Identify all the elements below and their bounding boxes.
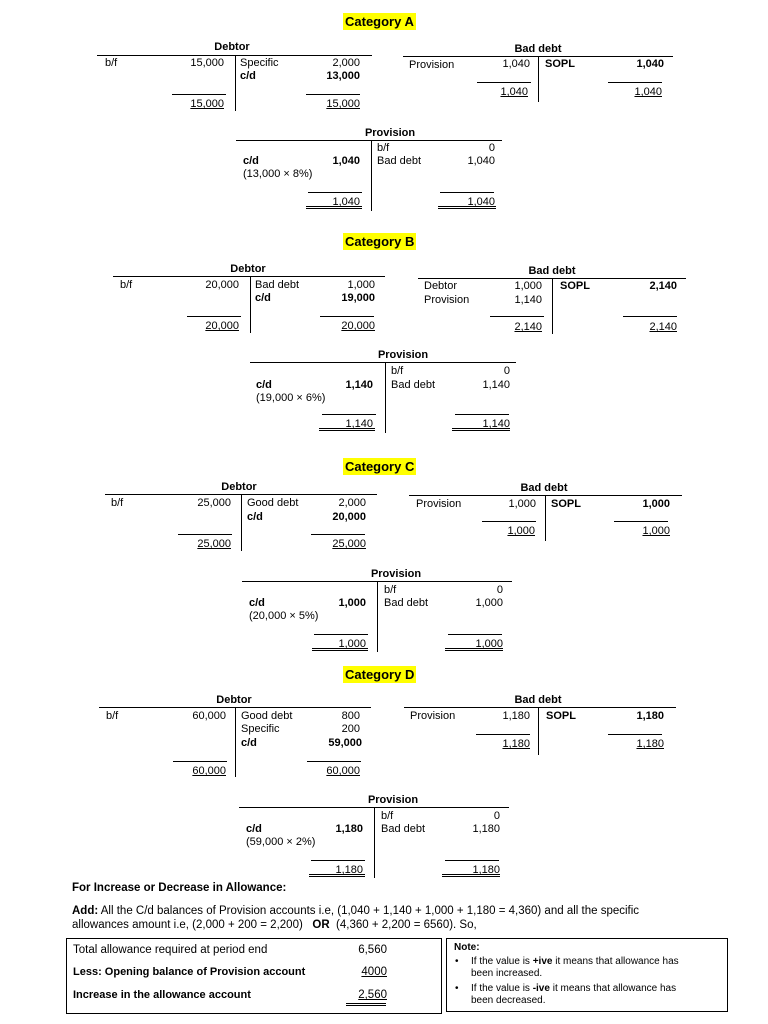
baddebt-sopl-label: SOPL <box>545 58 575 70</box>
baddebt-sopl-label: SOPL <box>560 280 590 292</box>
category-c-title: Category C <box>345 459 415 474</box>
debtor-credit-amount-2: 200 <box>341 723 360 735</box>
t-account-divider <box>235 707 236 777</box>
double-rule <box>319 428 375 431</box>
note-text: it means that allowance has <box>552 956 679 967</box>
total-rule <box>477 82 531 83</box>
provision-bf-amount: 0 <box>496 584 503 596</box>
total-rule <box>311 534 365 535</box>
note-text: been increased. <box>471 968 543 979</box>
note-item-1 <box>471 956 679 980</box>
total-rule <box>178 534 232 535</box>
total-rule <box>455 414 509 415</box>
total-rule <box>482 521 536 522</box>
debtor-total-left: 15,000 <box>190 98 224 110</box>
provision-calculation: (59,000 × 2%) <box>246 836 316 848</box>
t-account-divider <box>250 276 251 333</box>
debtor-cd-label: c/d <box>255 292 271 304</box>
t-account-divider <box>377 581 378 652</box>
allowance-calculation-box <box>66 938 442 1014</box>
debtor-bf-label: b/f <box>106 710 119 722</box>
baddebt-debit-label: Provision <box>409 59 455 71</box>
debtor-credit-amount: 2,000 <box>332 57 360 69</box>
note-text: If the value is <box>471 956 533 967</box>
provision-cd-label: c/d <box>243 155 259 167</box>
debtor-total-left: 60,000 <box>192 765 226 777</box>
baddebt-title: Bad debt <box>528 265 576 277</box>
debtor-credit-label-2: Specific <box>241 723 280 735</box>
provision-total-left: 1,140 <box>345 418 373 430</box>
debtor-credit-label: Bad debt <box>255 279 300 291</box>
provision-bf-amount: 0 <box>488 142 495 154</box>
baddebt-debit-amount: 1,000 <box>514 280 542 292</box>
double-rule <box>442 874 500 877</box>
provision-bf-label: b/f <box>381 810 394 822</box>
provision-baddebt-amount: 1,140 <box>482 379 510 391</box>
baddebt-sopl-amount: 2,140 <box>649 280 677 292</box>
debtor-bf-amount: 20,000 <box>205 279 239 291</box>
provision-cd-amount: 1,180 <box>335 823 363 835</box>
t-account-divider <box>552 278 553 334</box>
category-b-title: Category B <box>345 234 415 249</box>
provision-cd-label: c/d <box>249 597 265 609</box>
double-rule <box>306 206 362 209</box>
note-text: been decreased. <box>471 995 546 1006</box>
total-rule <box>187 316 241 317</box>
t-account-divider <box>241 494 242 551</box>
t-account-divider <box>545 495 546 541</box>
provision-baddebt-label: Bad debt <box>377 155 422 167</box>
debtor-cd-label: c/d <box>240 70 256 82</box>
category-a-title: Category A <box>345 14 414 29</box>
add-text-1: All the C/d balances of Provision accounts i.e, (1,040 + 1,140 + 1,000 + 1,180 = 4,360) and all the specific <box>100 905 640 917</box>
t-account-divider <box>235 55 236 111</box>
debtor-total-right: 25,000 <box>332 538 366 550</box>
note-box <box>446 938 728 1012</box>
debtor-total-left: 25,000 <box>197 538 231 550</box>
total-rule <box>608 734 662 735</box>
debtor-cd-amount: 13,000 <box>326 70 360 82</box>
baddebt-title: Bad debt <box>514 694 562 706</box>
t-account-divider <box>385 362 386 433</box>
total-rule <box>306 94 360 95</box>
provision-cd-label: c/d <box>246 823 262 835</box>
provision-total-right: 1,180 <box>472 864 500 876</box>
t-account-top-line <box>250 362 516 363</box>
t-account-top-line <box>113 276 385 277</box>
baddebt-sopl-label: SOPL <box>546 710 576 722</box>
t-account-divider <box>371 140 372 211</box>
baddebt-sopl-label: SOPL <box>551 498 581 510</box>
baddebt-debit-label: Provision <box>416 498 462 510</box>
debtor-title: Debtor <box>221 481 257 493</box>
total-rule <box>322 414 376 415</box>
baddebt-sopl-amount: 1,040 <box>636 58 664 70</box>
provision-bf-label: b/f <box>377 142 390 154</box>
debtor-bf-amount: 60,000 <box>192 710 226 722</box>
provision-calculation: (20,000 × 5%) <box>249 610 319 622</box>
total-rule <box>448 634 502 635</box>
baddebt-sopl-amount: 1,000 <box>642 498 670 510</box>
note-emphasis: +ive <box>532 956 553 967</box>
provision-cd-amount: 1,040 <box>332 155 360 167</box>
provision-cd-label: c/d <box>256 379 272 391</box>
provision-total-left: 1,180 <box>335 864 363 876</box>
t-account-top-line <box>404 707 676 708</box>
debtor-total-left: 20,000 <box>205 320 239 332</box>
baddebt-total-right: 2,140 <box>649 321 677 333</box>
debtor-title: Debtor <box>230 263 266 275</box>
add-text-2b: (4,360 + 2,200 = 6560). So, <box>336 919 477 931</box>
provision-bf-amount: 0 <box>493 810 500 822</box>
double-rule <box>346 1003 386 1006</box>
provision-bf-label: b/f <box>384 584 397 596</box>
debtor-cd-label: c/d <box>247 511 263 523</box>
provision-calculation: (13,000 × 8%) <box>243 168 313 180</box>
double-rule <box>452 428 510 431</box>
baddebt-debit-amount: 1,000 <box>508 498 536 510</box>
baddebt-debit-amount: 1,040 <box>502 58 530 70</box>
total-rule <box>172 94 226 95</box>
note-emphasis: -ive <box>532 983 550 994</box>
double-rule <box>445 648 503 651</box>
provision-title: Provision <box>364 127 416 139</box>
provision-baddebt-label: Bad debt <box>384 597 429 609</box>
baddebt-title: Bad debt <box>520 482 568 494</box>
bullet-icon: • <box>455 983 459 994</box>
increase-amount: 2,560 <box>358 989 387 1001</box>
baddebt-total-right: 1,180 <box>636 738 664 750</box>
debtor-credit-label: Good debt <box>247 497 299 509</box>
provision-bf-label: b/f <box>391 365 404 377</box>
baddebt-title: Bad debt <box>514 43 562 55</box>
total-rule <box>173 761 227 762</box>
total-rule <box>614 521 668 522</box>
debtor-total-right: 20,000 <box>341 320 375 332</box>
baddebt-debit-amount-2: 1,140 <box>514 294 542 306</box>
total-rule <box>308 192 362 193</box>
total-rule <box>608 82 662 83</box>
provision-baddebt-amount: 1,040 <box>467 155 495 167</box>
baddebt-total-left: 1,000 <box>507 525 535 537</box>
debtor-total-right: 60,000 <box>326 765 360 777</box>
provision-cd-amount: 1,140 <box>345 379 373 391</box>
bullet-icon: • <box>455 956 459 967</box>
debtor-credit-label: Specific <box>240 57 279 69</box>
debtor-bf-amount: 25,000 <box>197 497 231 509</box>
debtor-title: Debtor <box>214 41 250 53</box>
total-rule <box>320 316 374 317</box>
total-rule <box>311 860 365 861</box>
t-account-divider <box>538 707 539 755</box>
less-opening-label: Less: Opening balance of Provision account <box>73 966 306 978</box>
baddebt-total-left: 1,040 <box>500 86 528 98</box>
t-account-divider <box>374 807 375 878</box>
baddebt-total-right: 1,000 <box>642 525 670 537</box>
baddebt-debit-label: Debtor <box>424 280 458 292</box>
provision-title: Provision <box>377 349 429 361</box>
add-text-2a: allowances amount i.e, (2,000 + 200 = 2,200) <box>72 919 303 931</box>
debtor-credit-amount: 1,000 <box>347 279 375 291</box>
debtor-cd-label: c/d <box>241 737 257 749</box>
total-rule <box>307 761 361 762</box>
baddebt-total-left: 1,180 <box>502 738 530 750</box>
debtor-credit-amount: 2,000 <box>338 497 366 509</box>
provision-title: Provision <box>367 794 419 806</box>
t-account-top-line <box>236 140 502 141</box>
debtor-credit-label: Good debt <box>241 710 293 722</box>
t-account-divider <box>538 56 539 102</box>
less-opening-amount: 4000 <box>361 966 387 978</box>
debtor-credit-amount: 800 <box>341 710 360 722</box>
increase-label: Increase in the allowance account <box>73 989 251 1001</box>
provision-calculation: (19,000 × 6%) <box>256 392 326 404</box>
debtor-cd-amount: 59,000 <box>328 737 362 749</box>
provision-baddebt-label: Bad debt <box>391 379 436 391</box>
provision-baddebt-amount: 1,180 <box>472 823 500 835</box>
note-item-2 <box>471 983 676 1007</box>
add-or: OR <box>312 919 330 931</box>
note-text: it means that allowance has <box>549 983 677 994</box>
baddebt-total-right: 1,040 <box>634 86 662 98</box>
debtor-cd-amount: 19,000 <box>341 292 375 304</box>
double-rule <box>309 874 365 877</box>
baddebt-debit-label: Provision <box>410 710 456 722</box>
provision-total-right: 1,040 <box>467 196 495 208</box>
debtor-cd-amount: 20,000 <box>332 511 366 523</box>
debtor-bf-label: b/f <box>111 497 124 509</box>
total-allowance-amount: 6,560 <box>358 944 387 956</box>
provision-baddebt-amount: 1,000 <box>475 597 503 609</box>
debtor-title: Debtor <box>216 694 252 706</box>
add-label: Add: <box>72 905 99 917</box>
summary-add-line-1 <box>72 904 639 919</box>
baddebt-debit-label-2: Provision <box>424 294 470 306</box>
debtor-bf-amount: 15,000 <box>190 57 224 69</box>
total-allowance-label: Total allowance required at period end <box>73 944 268 956</box>
note-title: Note: <box>454 942 480 953</box>
provision-total-right: 1,140 <box>482 418 510 430</box>
baddebt-total-left: 2,140 <box>514 321 542 333</box>
provision-title: Provision <box>370 568 422 580</box>
provision-bf-amount: 0 <box>503 365 510 377</box>
provision-total-right: 1,000 <box>475 638 503 650</box>
baddebt-sopl-amount: 1,180 <box>636 710 664 722</box>
total-rule <box>476 734 530 735</box>
double-rule <box>438 206 496 209</box>
debtor-bf-label: b/f <box>105 57 118 69</box>
note-text: If the value is <box>471 983 533 994</box>
provision-total-left: 1,000 <box>338 638 366 650</box>
total-rule <box>440 192 494 193</box>
total-rule <box>623 316 677 317</box>
total-rule <box>314 634 368 635</box>
provision-baddebt-label: Bad debt <box>381 823 426 835</box>
category-d-title: Category D <box>345 667 415 682</box>
provision-total-left: 1,040 <box>332 196 360 208</box>
debtor-total-right: 15,000 <box>326 98 360 110</box>
debtor-bf-label: b/f <box>120 279 133 291</box>
total-rule <box>445 860 499 861</box>
summary-add-line-2 <box>72 918 477 933</box>
baddebt-debit-amount: 1,180 <box>502 710 530 722</box>
double-rule <box>312 648 368 651</box>
provision-cd-amount: 1,000 <box>338 597 366 609</box>
total-rule <box>490 316 544 317</box>
summary-heading: For Increase or Decrease in Allowance: <box>72 882 287 894</box>
